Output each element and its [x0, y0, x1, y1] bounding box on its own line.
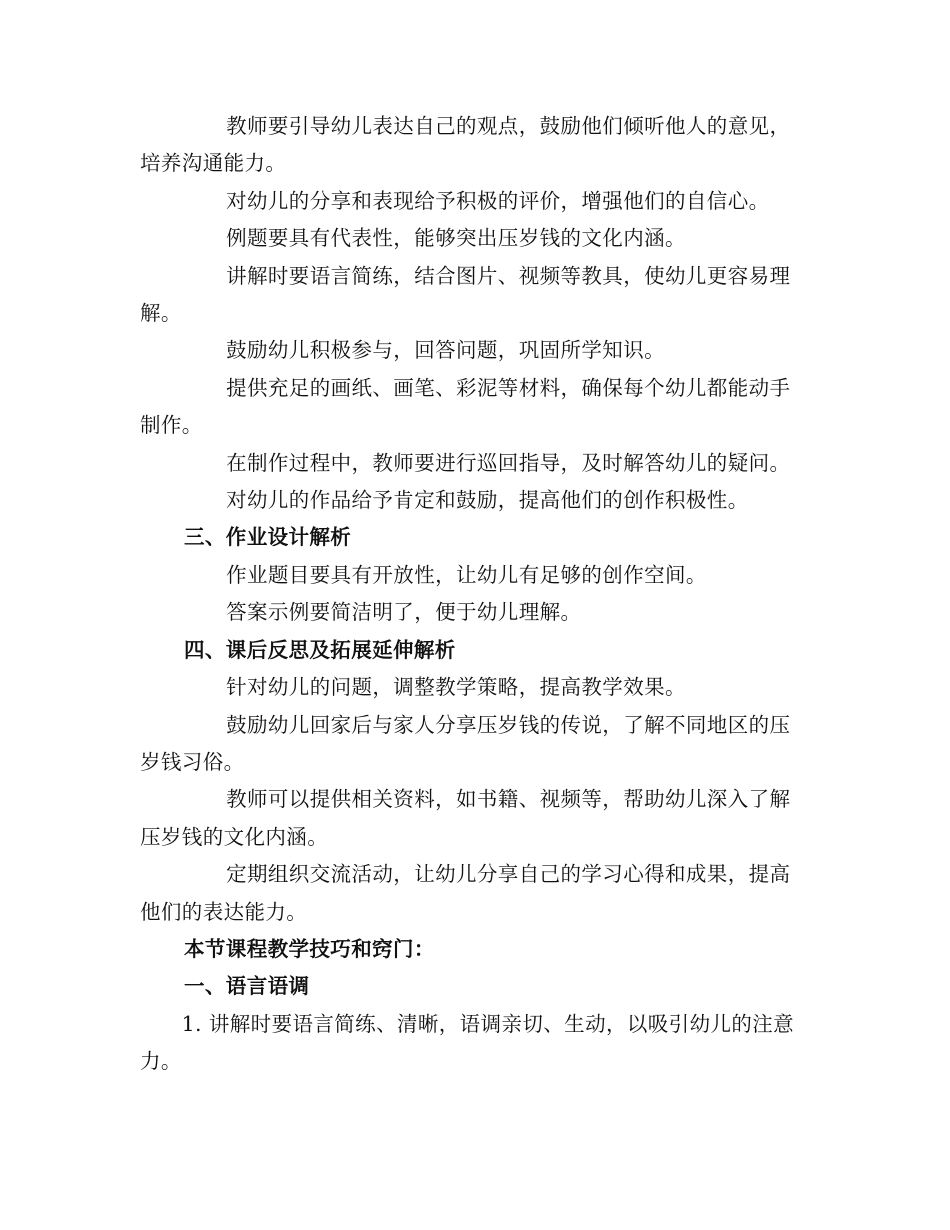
paragraph: 鼓励幼儿积极参与，回答问题，巩固所学知识。	[226, 338, 665, 363]
paragraph: 对幼儿的分享和表现给予积极的评价，增强他们的自信心。	[226, 188, 770, 213]
paragraph: 作业题目要具有开放性，让幼儿有足够的创作空间。	[226, 562, 707, 587]
paragraph: 答案示例要简洁明了，便于幼儿理解。	[226, 600, 582, 625]
paragraph: 讲解时要语言简练，结合图片、视频等教具，使幼儿更容易理解。	[140, 263, 791, 326]
paragraph: 鼓励幼儿回家后与家人分享压岁钱的传说，了解不同地区的压岁钱习俗。	[140, 712, 791, 774]
paragraph: 教师可以提供相关资料，如书籍、视频等，帮助幼儿深入了解压岁钱的文化内涵。	[140, 787, 791, 849]
section-heading: 一、语言语调	[184, 974, 310, 999]
section-heading: 本节课程教学技巧和窍门：	[184, 936, 435, 961]
paragraph: 在制作过程中，教师要进行巡回指导，及时解答幼儿的疑问。	[226, 450, 791, 475]
section-heading: 四、课后反思及拓展延伸解析	[184, 637, 456, 662]
paragraph: 针对幼儿的问题，调整教学策略，提高教学效果。	[226, 675, 686, 700]
section-heading: 三、作业设计解析	[184, 525, 352, 550]
paragraph: 提供充足的画纸、画笔、彩泥等材料，确保每个幼儿都能动手制作。	[140, 375, 791, 438]
list-item: 1. 讲解时要语言简练、清晰，语调亲切、生动，以吸引幼儿的注意力。	[140, 1011, 795, 1074]
paragraph: 对幼儿的作品给予肯定和鼓励，提高他们的创作积极性。	[226, 488, 749, 513]
paragraph: 教师要引导幼儿表达自己的观点，鼓励他们倾听他人的意见，培养沟通能力。	[140, 114, 791, 176]
paragraph: 例题要具有代表性，能够突出压岁钱的文化内涵。	[226, 226, 686, 251]
paragraph: 定期组织交流活动，让幼儿分享自己的学习心得和成果，提高他们的表达能力。	[140, 862, 791, 924]
